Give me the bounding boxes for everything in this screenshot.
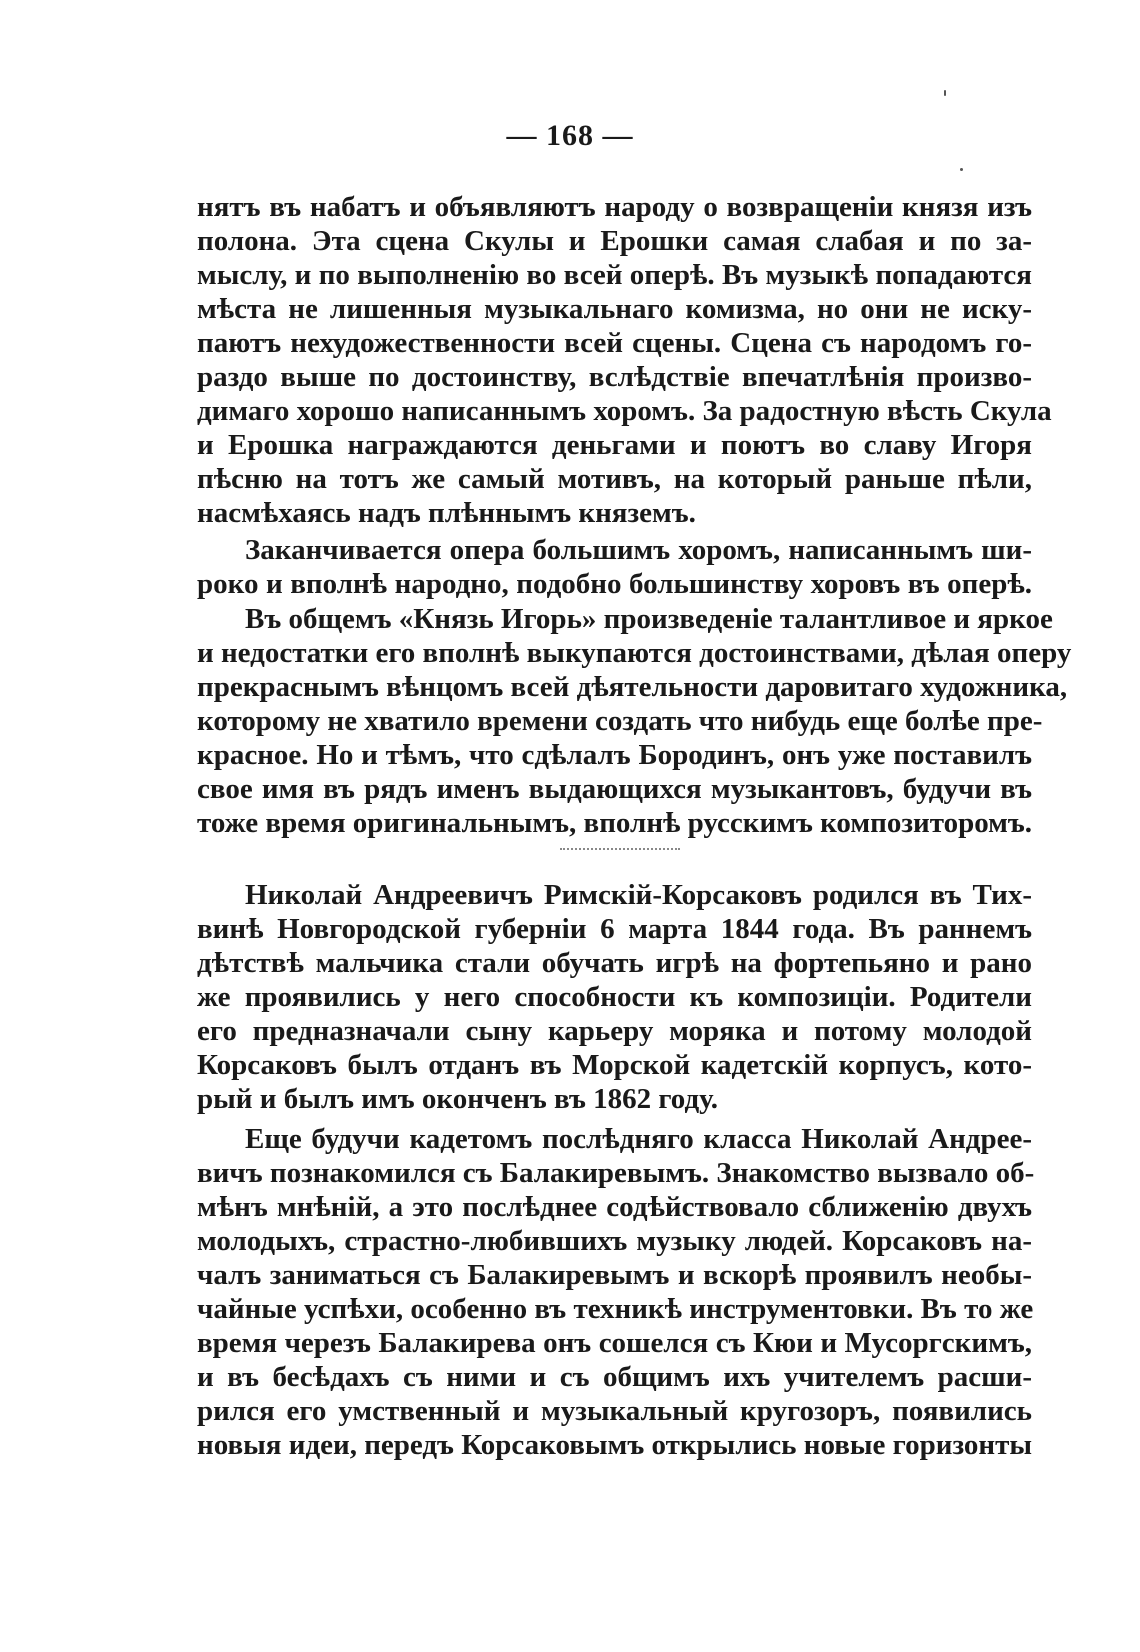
text-line: димаго хорошо написаннымъ хоромъ. За радостную вѣсть Скула — [197, 395, 1052, 427]
text-line: мѣнъ мнѣнiй, а это послѣднее содѣйствовало сближенiю двухъ — [197, 1191, 1032, 1223]
text-line: роко и вполнѣ народно, подобно большинству хоровъ въ оперѣ. — [197, 568, 1032, 600]
text-line: новыя идеи, передъ Корсаковымъ открылись новые горизонты — [197, 1429, 1033, 1461]
text-line: его предназначали сыну карьеру моряка и потому молодой — [197, 1015, 1032, 1047]
text-line: паютъ нехудожественности всей сцены. Сцена съ народомъ го- — [197, 327, 1032, 359]
text-line: прекраснымъ вѣнцомъ всей дѣятельности даровитаго художника, — [197, 671, 1068, 703]
text-line: винѣ Новгородской губернiи 6 марта 1844 года. Въ раннемъ — [197, 913, 1032, 945]
text-line: Въ общемъ «Князь Игорь» произведенiе талантливое и яркое — [245, 603, 1053, 635]
text-line: мѣста не лишенныя музыкальнаго комизма, но они не иску- — [197, 293, 1032, 325]
text-line: Еще будучи кадетомъ послѣдняго класса Николай Андрее- — [245, 1123, 1032, 1155]
text-line: молодыхъ, страстно-любившихъ музыку людей. Корсаковъ на- — [197, 1225, 1032, 1257]
paragraph-5 — [197, 1122, 1035, 1462]
text-line: нятъ въ набатъ и объявляютъ народу о возвращенiи князя изъ — [197, 191, 1032, 223]
page-number: — 168 — — [506, 119, 634, 152]
text-line: и въ бесѣдахъ съ ними и съ общимъ ихъ учителемъ расши- — [197, 1361, 1032, 1393]
paragraph-3 — [197, 602, 1072, 840]
text-line: рый и былъ имъ оконченъ въ 1862 году. — [197, 1083, 718, 1115]
text-line: вичъ познакомился съ Балакиревымъ. Знакомство вызвало об- — [197, 1157, 1035, 1189]
paragraph-4 — [197, 878, 1032, 1116]
text-line: мыслу, и по выполненiю во всей оперѣ. Въ музыкѣ попадаются — [197, 259, 1032, 291]
scan-speck — [944, 90, 946, 96]
text-line: чайные успѣхи, особенно въ техникѣ инструментовки. Въ то же — [197, 1293, 1034, 1325]
section-divider — [560, 848, 680, 850]
text-line: дѣтствѣ мальчика стали обучать игрѣ на фортепьяно и рано — [197, 947, 1032, 979]
text-line: Заканчивается опера большимъ хоромъ, написаннымъ ши- — [245, 534, 1032, 566]
text-line: насмѣхаясь надъ плѣннымъ княземъ. — [197, 497, 696, 529]
text-line: же проявились у него способности къ композицiи. Родители — [197, 981, 1032, 1013]
paragraph-1 — [197, 190, 1052, 530]
text-line: и Ерошка награждаются деньгами и поютъ во славу Игоря — [197, 429, 1032, 461]
text-line: и недостатки его вполнѣ выкупаются достоинствами, дѣлая оперу — [197, 637, 1072, 669]
text-line: рился его умственный и музыкальный кругозоръ, появились — [197, 1395, 1032, 1427]
paragraph-2 — [197, 533, 1032, 601]
scan-speck — [960, 168, 963, 171]
text-line: Корсаковъ былъ отданъ въ Морской кадетскiй корпусъ, кото- — [197, 1049, 1032, 1081]
text-line: красное. Но и тѣмъ, что сдѣлалъ Бородинъ, онъ уже поставилъ — [197, 739, 1032, 771]
text-line: Николай Андреевичъ Римскiй-Корсаковъ родился въ Тих- — [245, 879, 1032, 911]
text-line: раздо выше по достоинству, вслѣдствiе впечатлѣнiя произво- — [197, 361, 1032, 393]
text-line: тоже время оригинальнымъ, вполнѣ русскимъ композиторомъ. — [197, 807, 1033, 839]
text-line: время черезъ Балакирева онъ сошелся съ Кюи и Мусоргскимъ, — [197, 1327, 1032, 1359]
text-line: которому не хватило времени создать что нибудь еще болѣе пре- — [197, 705, 1043, 737]
text-line: свое имя въ рядъ именъ выдающихся музыкантовъ, будучи въ — [197, 773, 1032, 805]
text-line: чалъ заниматься съ Балакиревымъ и вскорѣ проявилъ необы- — [197, 1259, 1032, 1291]
text-line: пѣсню на тотъ же самый мотивъ, на который раньше пѣли, — [197, 463, 1032, 495]
text-line: полона. Эта сцена Скулы и Ерошки самая слабая и по за- — [197, 225, 1032, 257]
